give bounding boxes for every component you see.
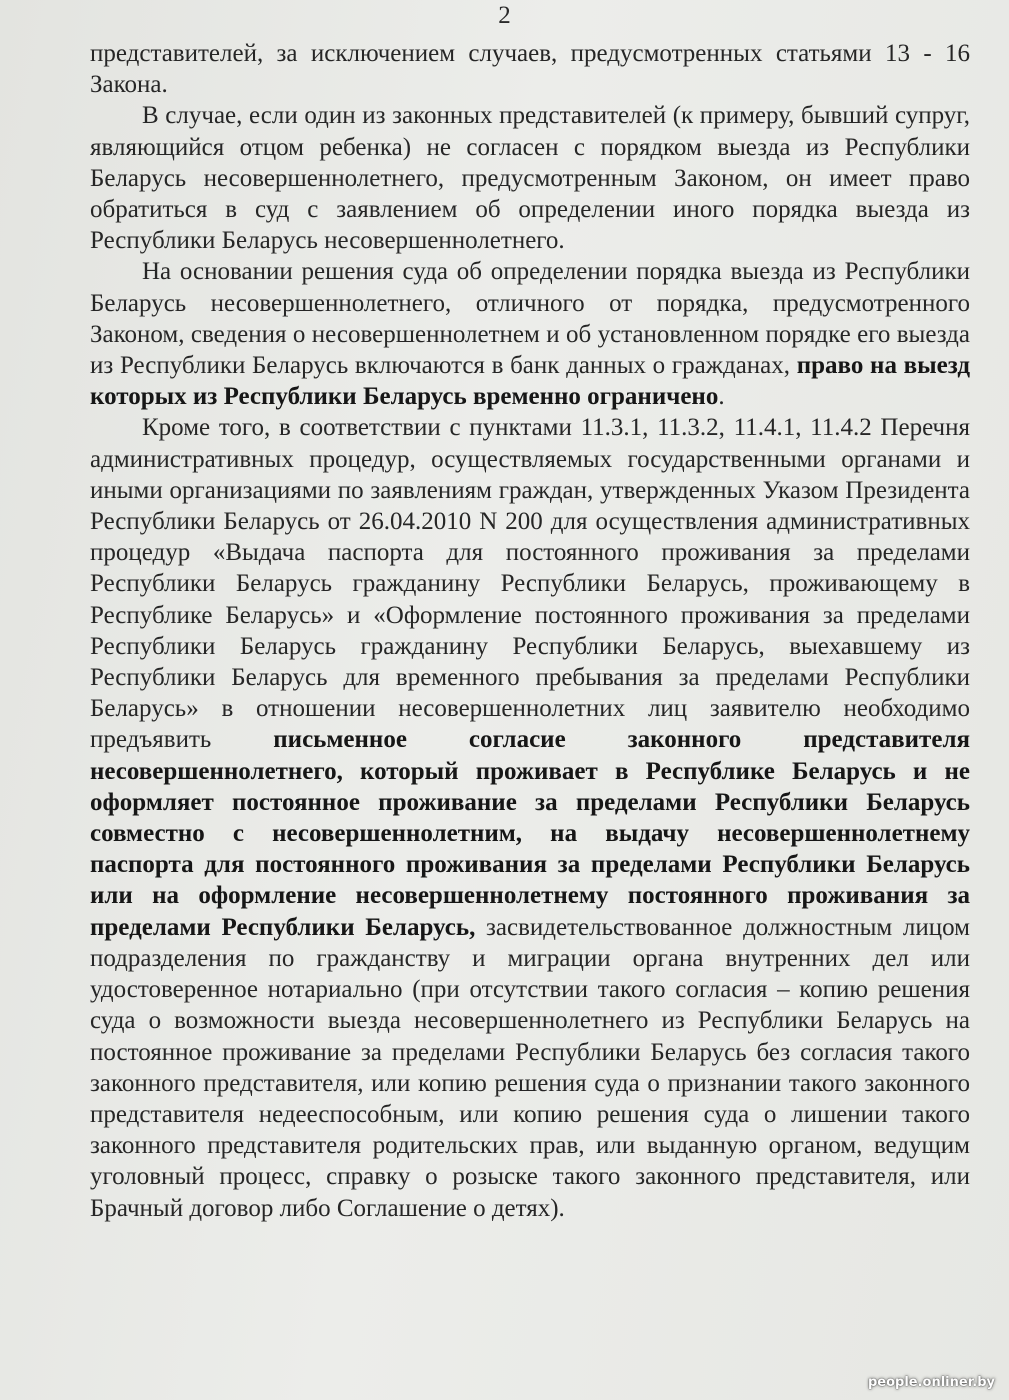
text-segment: Кроме того, в соответствии с пунктами 11.3.1, 11.3.2, 11.4.1, 11.4.2 Перечня административных процедур, осуществляемых государственными органами и иными организациями по заявлениям граждан, утвержденных Указом Президента Республики Беларусь от 26.04.2010 N 200 для осуществления административных процедур «Выдача паспорта для постоянного проживания за пределами Республики Беларусь гражданину Республики Беларусь, проживающему в Республике Беларусь» и «Оформление постоянного проживания за пределами Республики Беларусь гражданину Республики Беларусь, выехавшему из Республики Беларусь для временного пребывания за пределами Республики Беларусь» в отношении несовершеннолетних лиц заявителю необходимо предъявить <box>90 414 970 754</box>
text-segment: . <box>718 383 725 411</box>
bold-text-segment: право на выезд которых из Республики Беларусь временно ограничено <box>90 352 970 411</box>
paragraph <box>90 256 970 412</box>
paragraph <box>90 412 970 1223</box>
text-segment: В случае, если один из законных представителей (к примеру, бывший супруг, являющийся отцом ребенка) не согласен с порядком выезда из Республики Беларусь несовершеннолетнего, предусмотренным Законом, он имеет право обратиться в суд с заявлением об определении иного порядка выезда из Республики Беларусь несовершеннолетнего. <box>90 102 970 255</box>
paragraph <box>90 100 970 256</box>
text-segment: На основании решения суда об определении порядка выезда из Республики Беларусь несовершеннолетнего, отличного от порядка, предусмотренного Законом, сведения о несовершеннолетнем и об установленном порядке его выезда из Республики Беларусь включаются в банк данных о гражданах, <box>90 258 970 380</box>
text-segment: представителей, за исключением случаев, предусмотренных статьями 13 - 16 Закона. <box>90 40 970 99</box>
document-body <box>90 38 970 1224</box>
watermark: people.onliner.by <box>867 1375 995 1390</box>
text-segment: засвидетельствованное должностным лицом подразделения по гражданству и миграции органа внутренних дел или удостоверенное нотариально (при отсутствии такого согласия – копию решения суда о возможности выезда несовершеннолетнего из Республики Беларусь на постоянное проживание за пределами Республики Беларусь без согласия такого законного представителя, или копию решения суда о признании такого законного представителя недееспособным, или копию решения суда о лишении такого законного представителя родительских прав, или выданную органом, ведущим уголовный процесс, справку о розыске такого законного представителя, или Брачный договор либо Соглашение о детях). <box>90 913 970 1222</box>
paragraph <box>90 38 970 100</box>
bold-text-segment: письменное согласие законного представителя несовершеннолетнего, который проживает в Республике Беларусь и не оформляет постоянное проживание за пределами Республики Беларусь совместно с несовершеннолетним, на выдачу несовершеннолетнему паспорта для постоянного проживания за пределами Республики Беларусь или на оформление несовершеннолетнему постоянного проживания за пределами Республики Беларусь, <box>90 726 970 941</box>
page-number: 2 <box>498 2 511 29</box>
